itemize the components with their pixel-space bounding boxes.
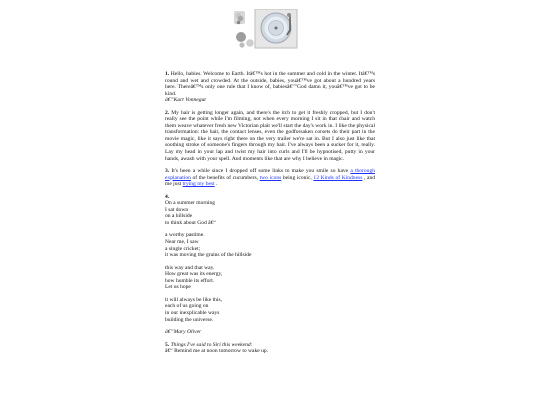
poem-line: How great was its energy, xyxy=(165,271,223,278)
poem-line: in our inexplicable ways xyxy=(165,309,220,316)
header-images xyxy=(234,9,306,49)
post-number: 4. xyxy=(165,193,170,200)
poem-line: it will always be like this, xyxy=(165,296,223,303)
post-attribution: â€”Kurt Vonnegut xyxy=(165,97,206,104)
post-number: 5. xyxy=(165,341,170,348)
tiny-collage-icon xyxy=(234,11,245,24)
sticker-icon xyxy=(236,32,254,48)
link-thorough-explanation[interactable]: a thorough explanation xyxy=(165,168,375,181)
poem-line: on a hillside xyxy=(165,213,193,220)
poem-stanza-1 xyxy=(165,194,375,227)
poem-line: how humble its effort. xyxy=(165,277,215,284)
post-text-mid-2: being iconic, xyxy=(282,174,312,181)
turntable-icon xyxy=(255,9,297,48)
post-item-4 xyxy=(165,194,375,336)
poem-line: this way and that way. xyxy=(165,264,215,271)
poem-line: a worthy pastime. xyxy=(165,232,205,239)
post-item-2 xyxy=(165,110,375,162)
link-trying-my-best[interactable]: trying my best xyxy=(182,181,215,188)
poem-line: On a summer morning xyxy=(165,200,216,207)
post-text-intro: It's been a while since I dropped off some links to make you smile so have xyxy=(171,168,349,175)
post-title: Things I've said to Siri this weekend: xyxy=(170,341,253,348)
post-list xyxy=(165,71,375,361)
post-text: Hello, babies. Welcome to Earth. Itâ€™s hot in the summer and cold in the winter. Itâ€™s round and wet and crowded. At the outside, babies, youâ€™ve got about a hundred years here. Thereâ€™s only one rule that I know of, babiesâ€”"God damn it, youâ€™ve got to be kind. xyxy=(165,71,375,97)
poem-line: to think about God â€“ xyxy=(165,219,216,226)
link-two-icons[interactable]: two icons xyxy=(259,174,282,181)
poem-stanza-2 xyxy=(165,232,375,258)
post-item-1 xyxy=(165,71,375,104)
post-text: My hair is getting longer again, and there's the itch to get it freshly cropped, but I don't really see the point while I'm filming, not when every morning I sit in that chair and watch them weave whatever fresh new Victorian plait we'll start the day's work in. I like the physical transformation: the hair, the contact lenses, even the godforsaken corsets do their part in the movie magic, like it says right there on the very trailer we're sat in. But I also just like that soothing stroke of someone's fingers through my hair. I've always been a sucker for it, really. Lay my head in your lap and twist my hair into curls and I'll be hypnotised, putty in your hands, awash with your spell. And moments like that are why I believe in magic. xyxy=(165,109,375,162)
post-item-3 xyxy=(165,168,375,188)
poem-line: Let us hope xyxy=(165,284,191,291)
post-number: 2. xyxy=(165,109,170,116)
post-line: â€“ Remind me at noon tomorrow to wake up. xyxy=(165,348,269,355)
post-text-mid-1: of the benefits of cucumbers, xyxy=(192,174,258,181)
poem-line: each of us going on xyxy=(165,303,209,310)
post-text-end: . xyxy=(216,181,218,188)
post-text-mid-3: , and me just xyxy=(165,174,376,188)
poem-line: a single cricket; xyxy=(165,245,201,252)
poem-line: I sat down xyxy=(165,206,189,213)
post-number: 3. xyxy=(165,168,170,175)
poem-line: it was moving the grains of the hillside xyxy=(165,252,252,259)
poem-stanza-3 xyxy=(165,265,375,291)
poem-line: building the universe. xyxy=(165,316,214,323)
post-number: 1. xyxy=(165,71,170,77)
poem-stanza-4 xyxy=(165,297,375,323)
poem-line: Near me, I saw xyxy=(165,239,199,246)
post-attribution: â€”Mary Oliver xyxy=(165,329,202,336)
link-12-kinds-of-kindness[interactable]: 12 Kinds of Kindness xyxy=(313,174,363,181)
post-item-5 xyxy=(165,342,375,355)
